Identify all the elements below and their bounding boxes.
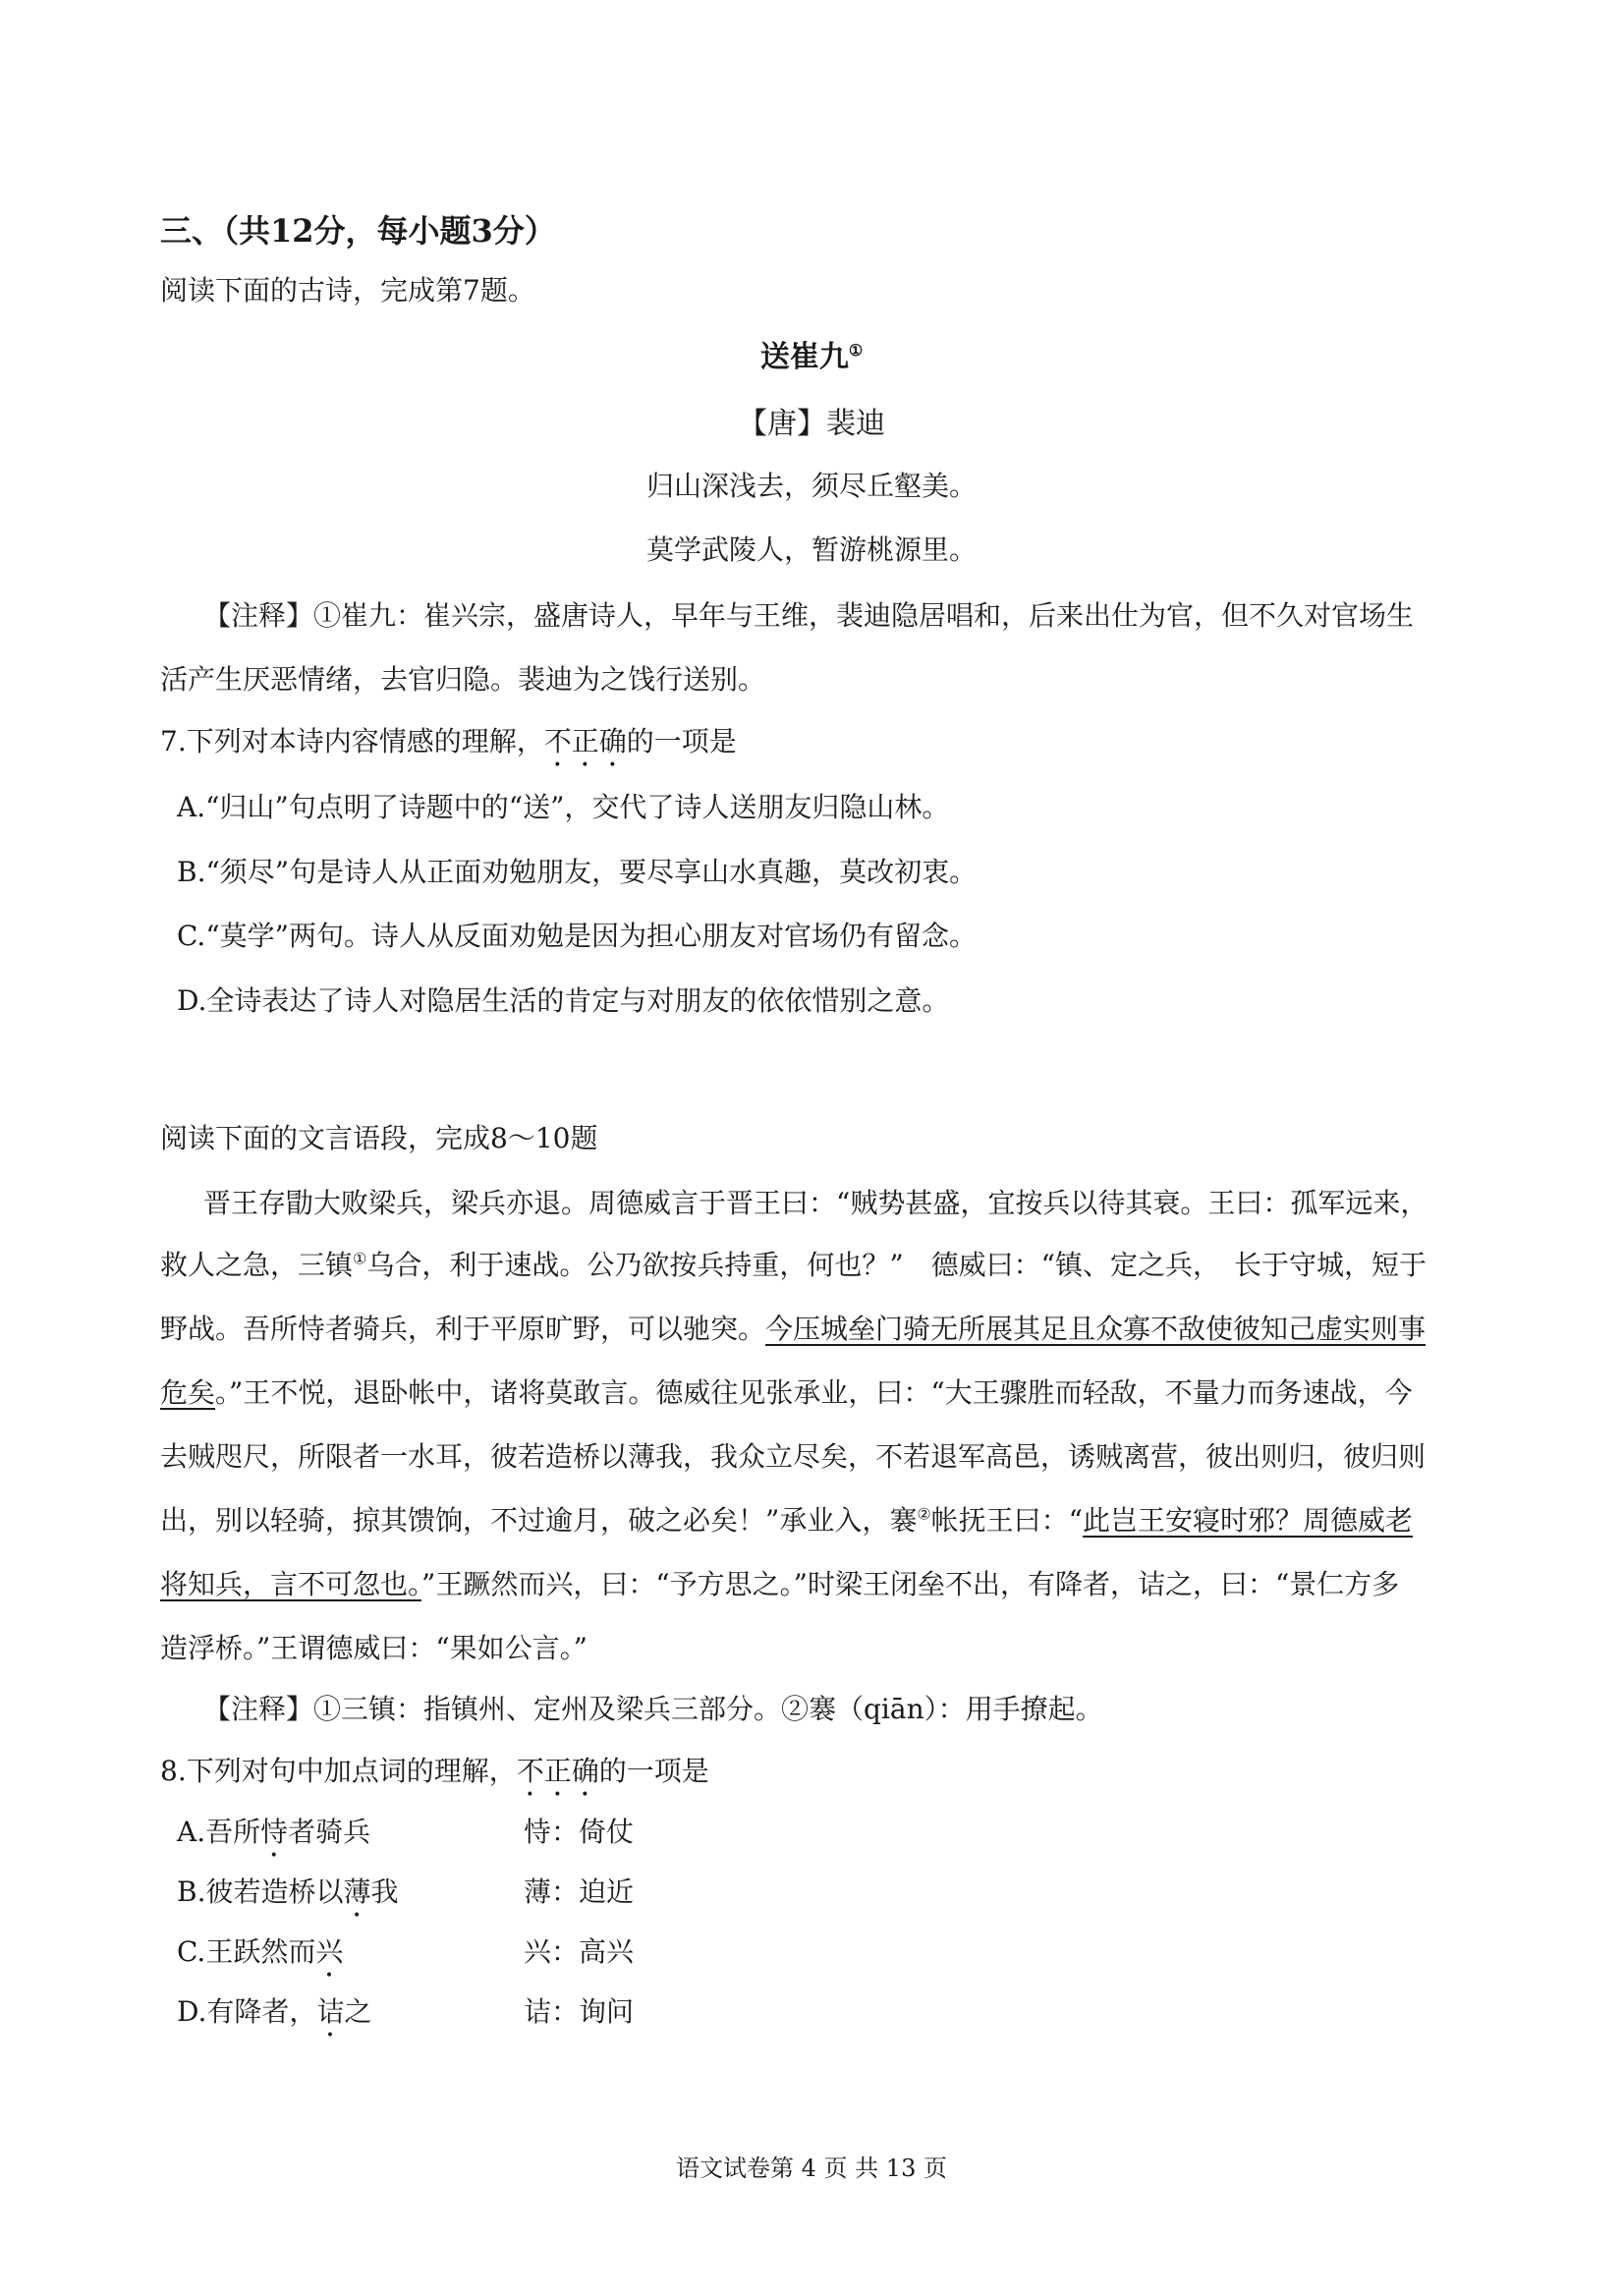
passage-line-6-a: 出，别以轻骑，掠其馈饷，不过逾月，破之必矣！”承业入，褰 xyxy=(160,1504,918,1537)
note-mark-2: ② xyxy=(917,1504,931,1524)
page-footer: 语文试卷第 4 页 共 13 页 xyxy=(676,2155,947,2182)
q7-option-c: C.“莫学”两句。诗人从反面劝勉是因为担心朋友对官场仍有留念。 xyxy=(177,920,977,952)
passage-line-2 xyxy=(160,1246,1427,1285)
passage-line-2-b: 乌合，利于速战。公乃欲按兵持重，何也？” 德威曰：“镇、定之兵， 长于守城，短于 xyxy=(366,1249,1427,1281)
q7-option-b: B.“须尽”句是诗人从正面劝勉朋友，要尽享山水真趣，莫改初衷。 xyxy=(177,856,978,888)
q7-stem-emphasis: 不正确 xyxy=(543,725,627,757)
underlined-sentence-2: 此岂王安寝时邪？周德威老 xyxy=(1083,1504,1414,1537)
q8-option-d-gloss: 诘：询问 xyxy=(524,1995,635,2028)
q8-option-a-post: 者骑兵 xyxy=(288,1816,371,1848)
q8-option-c-gloss: 兴：高兴 xyxy=(524,1935,635,1968)
question-8-stem xyxy=(160,1752,709,1803)
passage-line-3 xyxy=(160,1310,1426,1349)
poem-title xyxy=(0,338,1623,377)
q8-option-c-pre: C.王跃然而 xyxy=(177,1935,316,1968)
q8-option-b-gloss: 薄：迫近 xyxy=(524,1876,635,1908)
q8-option-a-pre: A.吾所 xyxy=(177,1816,261,1848)
poem-title-text: 送崔九 xyxy=(759,340,849,374)
q8-option-d-post: 之 xyxy=(344,1995,372,2028)
passage-line-6 xyxy=(160,1501,1413,1540)
q8-option-a-gloss: 恃：倚仗 xyxy=(524,1816,635,1848)
passage-line-3-a: 野战。吾所恃者骑兵，利于平原旷野，可以驰突。 xyxy=(160,1313,766,1345)
poem-note-line-1: 【注释】①崔九：崔兴宗，盛唐诗人，早年与王维，裴迪隐居唱和，后来出仕为官，但不久对官场生 xyxy=(203,599,1415,632)
q8-option-c xyxy=(177,1932,343,1984)
passage-line-5: 去贼咫尺，所限者一水耳，彼若造桥以薄我，我众立尽矣，不若退军高邑，诱贼离营，彼出则归，彼归则 xyxy=(160,1440,1427,1473)
passage-line-6-b: 帐抚王曰：“ xyxy=(930,1504,1083,1537)
q8-option-a xyxy=(177,1813,370,1864)
passage-line-7 xyxy=(160,1565,1399,1604)
q8-stem-suffix: 的一项是 xyxy=(598,1755,709,1787)
passage-instruction: 阅读下面的文言语段，完成8～10题 xyxy=(160,1122,598,1154)
poem-line-1: 归山深浅去，须尽丘壑美。 xyxy=(645,470,977,502)
question-7-stem xyxy=(160,722,737,773)
q7-stem-prefix: 7.下列对本诗内容情感的理解， xyxy=(160,725,544,757)
poem-line-2: 莫学武陵人，暂游桃源里。 xyxy=(645,533,977,566)
q7-option-a: A.“归山”句点明了诗题中的“送”，交代了诗人送朋友归隐山林。 xyxy=(177,791,950,823)
poem-author: 【唐】裴迪 xyxy=(738,407,885,441)
section-title: 三、（共12分，每小题3分） xyxy=(160,212,556,250)
underlined-sentence-1-end: 危矣 xyxy=(160,1376,216,1409)
q8-option-c-dotted: 兴 xyxy=(315,1935,344,1968)
q8-option-d-pre: D.有降者， xyxy=(177,1995,317,2028)
q8-option-b-pre: B.彼若造桥以 xyxy=(177,1876,344,1908)
underlined-sentence-1: 今压城垒门骑无所展其足且众寡不敌使彼知己虚实则事 xyxy=(765,1313,1427,1345)
passage-line-8: 造浮桥。”王谓德威曰：“果如公言。” xyxy=(160,1632,588,1664)
q8-option-d xyxy=(177,1992,371,2044)
q8-option-d-dotted: 诘 xyxy=(316,1995,345,2028)
q8-stem-prefix: 8.下列对句中加点词的理解， xyxy=(160,1755,517,1787)
q8-option-b-post: 我 xyxy=(370,1876,399,1908)
passage-line-2-a: 救人之急，三镇 xyxy=(160,1249,354,1281)
passage-note: 【注释】①三镇：指镇州、定州及梁兵三部分。②褰（qiān）：用手撩起。 xyxy=(203,1693,1103,1725)
q8-option-b xyxy=(177,1873,399,1924)
passage-line-4 xyxy=(160,1373,1413,1413)
poem-title-note-mark: ① xyxy=(848,341,864,360)
note-mark-1: ① xyxy=(353,1249,367,1268)
passage-line-1: 晋王存勖大败梁兵，梁兵亦退。周德威言于晋王曰：“贼势甚盛，宜按兵以待其衰。王曰：孤军远来， xyxy=(203,1187,1428,1219)
underlined-sentence-2-end: 将知兵，言不可忽也。 xyxy=(160,1568,422,1600)
q7-stem-suffix: 的一项是 xyxy=(626,725,737,757)
poem-note-line-2: 活产生厌恶情绪，去官归隐。裴迪为之饯行送别。 xyxy=(160,663,766,696)
q8-option-b-dotted: 薄 xyxy=(343,1876,371,1908)
q8-option-a-dotted: 恃 xyxy=(260,1816,289,1848)
poem-instruction: 阅读下面的古诗，完成第7题。 xyxy=(160,274,535,307)
passage-line-4-b: 。”王不悦，退卧帐中，诸将莫敢言。德威往见张承业，曰：“大王骤胜而轻敌，不量力而务速战，今 xyxy=(215,1376,1413,1409)
q8-stem-emphasis: 不正确 xyxy=(516,1755,599,1787)
passage-line-7-b: ”王蹶然而兴，曰：“予方思之。”时梁王闭垒不出，有降者，诘之，曰：“景仁方多 xyxy=(421,1568,1400,1600)
q7-option-d: D.全诗表达了诗人对隐居生活的肯定与对朋友的依依惜别之意。 xyxy=(177,984,950,1017)
